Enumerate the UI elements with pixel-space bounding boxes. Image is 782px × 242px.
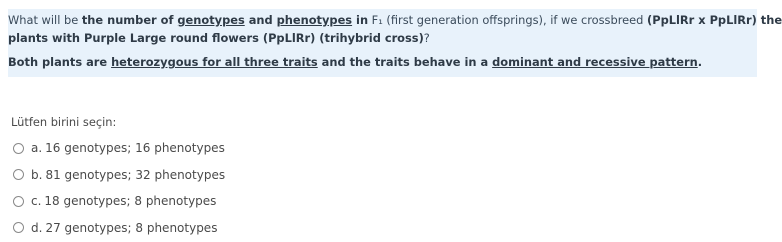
answer-option-b[interactable] [13, 162, 225, 189]
question-line-2: plants with Purple Large round flowers (PpLlRr) (trihybrid cross)? [8, 31, 430, 45]
answer-option-c[interactable] [13, 188, 225, 215]
answer-text: 16 genotypes; 16 phenotypes [45, 141, 225, 156]
answer-option-a[interactable] [13, 135, 225, 162]
question-line-1: What will be the number of genotypes and phenotypes in F₁ (first generation offsprings), if we crossbreed (PpLlRr x PpLlRr) the [8, 13, 782, 27]
answer-list [13, 135, 225, 241]
answer-text: 27 genotypes; 8 phenotypes [45, 220, 218, 235]
answer-letter: b. [31, 167, 43, 182]
answer-prompt: Lütfen birini seçin: [11, 115, 117, 129]
answer-option-d[interactable] [13, 215, 225, 242]
radio-button[interactable] [13, 169, 24, 180]
answer-letter: a. [31, 141, 43, 156]
radio-button[interactable] [13, 196, 24, 207]
radio-button[interactable] [13, 143, 24, 154]
answer-letter: d. [31, 220, 43, 235]
answer-text: 18 genotypes; 8 phenotypes [44, 194, 217, 209]
radio-button[interactable] [13, 222, 24, 233]
answer-text: 81 genotypes; 32 phenotypes [45, 167, 226, 182]
question-line-3: Both plants are heterozygous for all three traits and the traits behave in a dominant and recessive pattern. [8, 55, 703, 69]
question-text [8, 9, 782, 77]
answer-letter: c. [31, 194, 42, 209]
